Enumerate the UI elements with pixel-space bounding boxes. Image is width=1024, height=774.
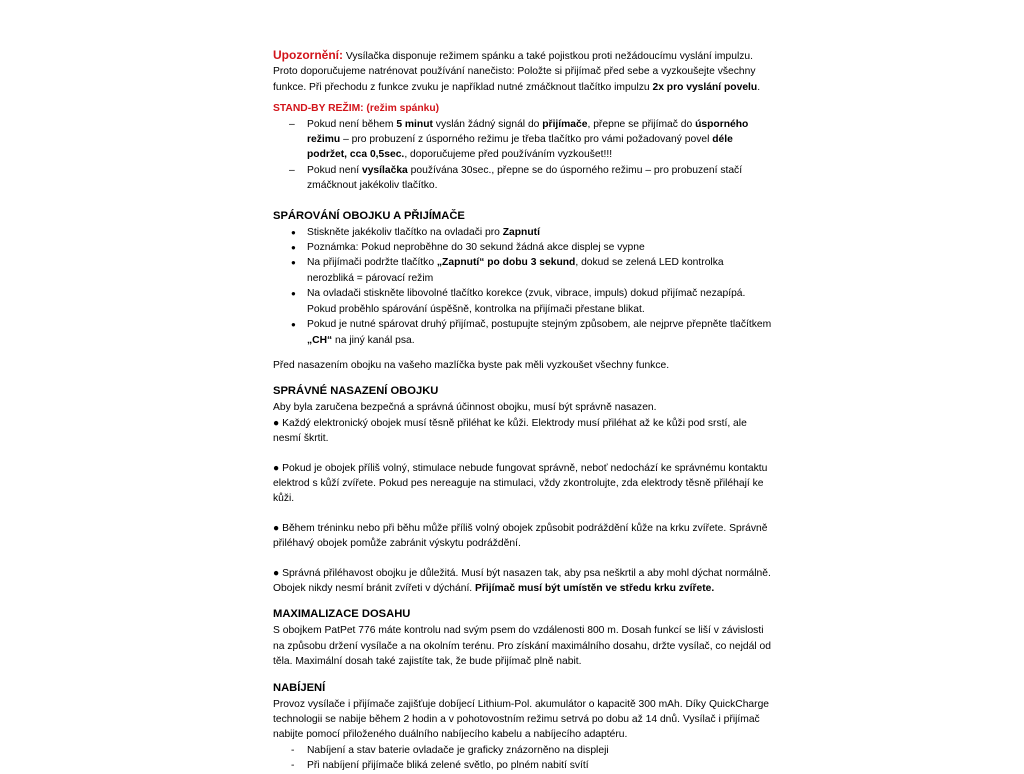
bold-text: Přijímač musí být umístěn ve středu krku zvířete. (475, 582, 715, 594)
text: Při nabíjení přijímače bliká zelené světlo, po plném nabití svítí (307, 760, 589, 772)
dash-marker: – (289, 164, 295, 176)
warning-bold: 2x pro vyslání povelu (652, 81, 758, 93)
pairing-note: Před nasazením obojku na vašeho mazlíčka byste pak měli vyzkoušet všechny funkce. (273, 359, 670, 371)
warning-end: . (757, 81, 761, 93)
list-item (273, 117, 773, 163)
bold-text: „CH“ (307, 334, 333, 346)
list-item (273, 255, 773, 286)
pairing-heading: SPÁROVÁNÍ OBOJKU A PŘIJÍMAČE (273, 209, 465, 222)
list-item (273, 286, 773, 317)
range-text: S obojkem PatPet 776 máte kontrolu nad svým psem do vzdálenosti 800 m. Dosah funkcí se liší v závislosti na způsobu držení vysílače a na okolním terénu. Pro získání maximálního dosahu, držte vysílač, co nejdál od těla. Maximální dosah také zajistíte tak, že bude přijímač plně nabit. (273, 625, 771, 668)
text: , dokud se zelená LED kontrolka nerozbliká = párovací režim (307, 257, 724, 284)
text: Na ovladači stiskněte libovolné tlačítko korekce (zvuk, vibrace, impuls) dokud přijímač nezapípá. Pokud proběhlo spárování úspěšně, kontrolka na přijímači přestane blikat. (307, 288, 746, 315)
fitting-paragraph: ● Pokud je obojek příliš volný, stimulace nebude fungovat správně, neboť nedochází ke správnému kontaktu elektrod s kůží zvířete. Pokud pes nereaguje na stimulaci, vždy zkontrolujte, zda elektrody těsně přiléhají ke kůži. (273, 462, 768, 505)
text: – pro probuzení z úsporného režimu je třeba tlačítko pro vámi požadovaný povel (340, 134, 713, 146)
fitting-intro: Aby byla zaručena bezpečná a správná účinnost obojku, musí být správně nasazen. (273, 402, 657, 414)
warning-paragraph (273, 48, 773, 95)
charging-text: Provoz vysílače i přijímače zajišťuje dobíjecí Lithium-Pol. akumulátor o kapacitě 300 mAh. Díky QuickCharge technologii se nabije během 2 hodin a v pohotovostním režimu setrvá po dobu až 14 dnů. Vysílač i přijímač nabijte pomocí přiloženého duálního nabíjecího kabelu a nabíjecího adaptéru. (273, 698, 770, 741)
document-page (273, 48, 773, 774)
fitting-paragraph: ● Během tréninku nebo při běhu může příliš volný obojek způsobit podráždění kůže na krku zvířete. Správně přiléhavý obojek pomůže zabránit výskytu podráždění. (273, 522, 768, 550)
fitting-paragraph: ● Každý elektronický obojek musí těsně přiléhat ke kůži. Elektrody musí přiléhat až ke kůži pod srstí, ale nesmí škrtit. (273, 417, 747, 445)
charging-heading: NABÍJENÍ (273, 681, 326, 694)
list-item (273, 163, 773, 194)
text: na jiný kanál psa. (332, 334, 415, 346)
text: Pokud není během (307, 118, 397, 130)
fitting-heading: SPRÁVNÉ NASAZENÍ OBOJKU (273, 385, 439, 398)
fitting-paragraph (273, 566, 773, 597)
text: Poznámka: Pokud neproběhne do 30 sekund žádná akce displej se vypne (307, 242, 645, 254)
bullet-marker: ● (291, 289, 296, 299)
text: Na přijímači podržte tlačítko (307, 257, 437, 269)
list-item (273, 743, 773, 758)
bullet-marker: ● (291, 227, 296, 237)
bullet-marker: ● (291, 258, 296, 268)
bold-text: přijímače (542, 118, 588, 130)
bold-text: déle podržet, cca 0,5sec. (307, 134, 733, 161)
text: Pokud není (307, 164, 362, 176)
dash-marker: - (291, 744, 295, 756)
standby-list (273, 117, 773, 194)
text: Stiskněte jakékoliv tlačítko na ovladači pro (307, 226, 503, 238)
dash-marker: - (291, 760, 295, 772)
text: Pokud je nutné spárovat druhý přijímač, postupujte stejným způsobem, ale nejprve přepněte tlačítkem (307, 319, 772, 331)
pairing-list (273, 225, 773, 348)
list-item (273, 240, 773, 255)
text: ● Správná přiléhavost obojku je důležitá. Musí být nasazen tak, aby psa neškrtil a aby mohl dýchat normálně. Obojek nikdy nesmí bránit zvířeti v dýchání. (273, 567, 771, 594)
bold-text: Zapnutí (502, 226, 540, 238)
bold-text: „Zapnutí“ po dobu 3 sekund (436, 257, 576, 269)
range-heading: MAXIMALIZACE DOSAHU (273, 608, 411, 621)
bullet-marker: ● (291, 243, 296, 253)
bold-text: 5 minut (396, 118, 433, 130)
text: , doporučujeme před používáním vyzkoušet!!! (404, 149, 613, 161)
text: Nabíjení a stav baterie ovladače je graficky znázorněno na displeji (307, 744, 609, 756)
text: používána 30sec., přepne se do úsporného režimu – pro probuzení stačí zmáčknout jakékoliv tlačítko. (307, 164, 743, 192)
bold-text: vysílačka (361, 164, 408, 176)
list-item (273, 317, 773, 348)
charging-list (273, 743, 773, 774)
list-item (273, 225, 773, 240)
warning-text: Vysílačka disponuje režimem spánku a také pojistkou proti nežádoucímu vyslání impulzu. Proto doporučujeme natrénovat používání nanečisto: Položte si přijímač před sebe a vyzkoušejte všechny funkce. Při přechodu z funkce zvuku je například nutné zmáčknout tlačítko impulzu (273, 51, 756, 93)
text: , přepne se přijímač do (587, 118, 696, 130)
text: vyslán žádný signál do (432, 118, 543, 130)
list-item (273, 758, 773, 773)
standby-title: STAND-BY REŽIM: (režim spánku) (273, 103, 440, 115)
warning-title: Upozornění: (273, 48, 343, 62)
bold-text: úsporného režimu (307, 118, 749, 146)
dash-marker: – (289, 118, 295, 130)
bullet-marker: ● (291, 320, 296, 330)
